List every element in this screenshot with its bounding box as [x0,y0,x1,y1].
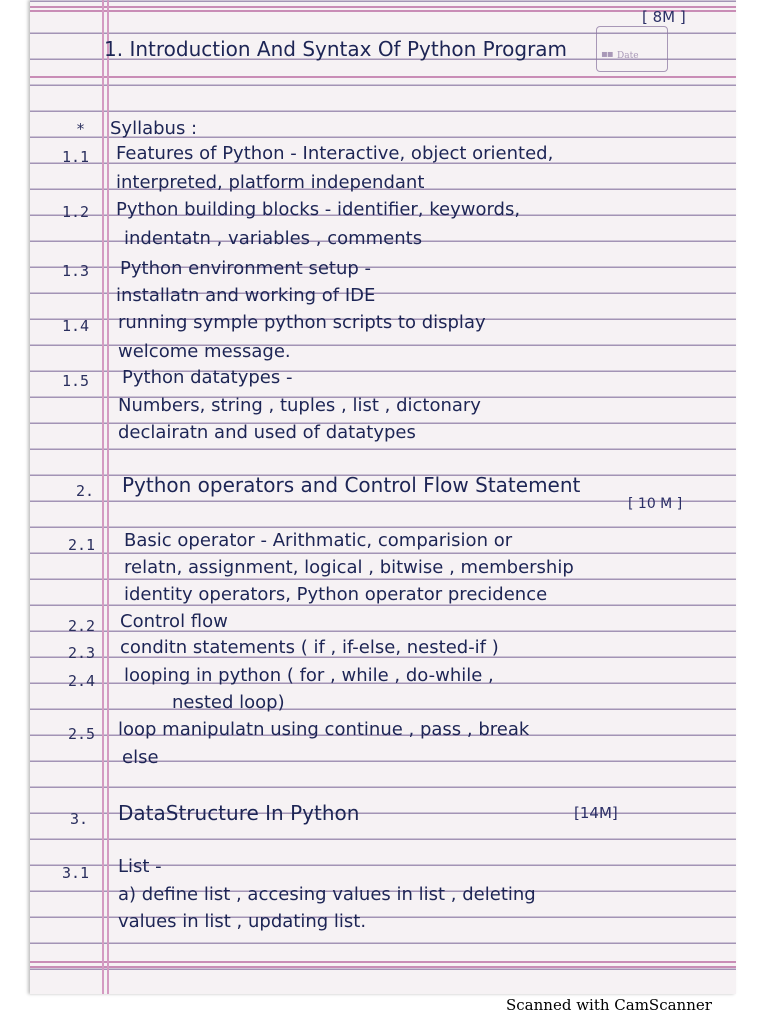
camscanner-watermark: Scanned with CamScanner [506,996,712,1014]
top-margin-line [30,6,736,8]
ruled-notebook-sheet [30,0,736,994]
syllabus-line: conditn statements ( if , if-else, nested-if ) [120,637,499,658]
section-3-heading: DataStructure In Python [118,801,360,825]
syllabus-line: relatn, assignment, logical , bitwise , membership [124,557,574,578]
syllabus-line: Basic operator - Arithmatic, comparision or [124,530,513,551]
top-margin-line-2 [30,10,736,12]
syllabus-line: Python datatypes - [122,367,293,388]
item-number: 1.3 [62,262,90,280]
bottom-margin-line [30,961,736,963]
syllabus-line: nested loop) [172,692,285,713]
bottom-margin-line-2 [30,966,736,968]
syllabus-line: List - [118,856,162,877]
item-number: 2.2 [68,617,96,635]
notebook-page-stamp [596,26,668,72]
item-number: 1.2 [62,203,90,221]
item-number: 1.4 [62,317,90,335]
syllabus-line: loop manipulatn using continue , pass , break [118,719,530,740]
item-number: 2.5 [68,725,96,743]
section-number: 2. [76,482,95,500]
item-number: 1.1 [62,148,90,166]
syllabus-line: a) define list , accesing values in list , deleting [118,884,536,905]
left-margin-line-2 [107,0,109,994]
syllabus-line: else [122,747,159,768]
syllabus-line: Control flow [120,611,228,632]
section-2-heading: Python operators and Control Flow Statement [122,473,581,497]
stamp-date-label: Date [617,51,639,61]
syllabus-line: indentatn , variables , comments [124,228,423,249]
bullet-star: * [76,120,86,138]
item-number: 2.1 [68,536,96,554]
item-number: 2.4 [68,672,96,690]
header-divider-line [30,76,736,78]
syllabus-line: interpreted, platform independant [116,172,425,193]
left-margin-line [102,0,104,994]
syllabus-line: running symple python scripts to display [118,312,486,333]
marks-8m: [ 8M ] [642,8,686,26]
stamp-dots-icon: ▪▪ [601,49,613,60]
item-number: 2.3 [68,644,96,662]
syllabus-line: Python environment setup - [120,258,372,279]
syllabus-line: installatn and working of IDE [116,285,376,306]
syllabus-line: declairatn and used of datatypes [118,422,416,443]
syllabus-label: Syllabus : [110,118,198,139]
syllabus-line: values in list , updating list. [118,911,367,932]
marks-10m: [ 10 M ] [628,496,683,512]
syllabus-line: identity operators, Python operator precidence [124,584,548,605]
chapter-1-heading: 1. Introduction And Syntax Of Python Program [104,37,568,61]
section-number: 3. [70,810,89,828]
syllabus-line: welcome message. [118,341,291,362]
syllabus-line: looping in python ( for , while , do-while , [124,665,494,686]
item-number: 3.1 [62,864,90,882]
syllabus-line: Features of Python - Interactive, object oriented, [116,143,554,164]
marks-14m: [14M] [574,804,618,822]
syllabus-line: Python building blocks - identifier, keywords, [116,199,521,220]
item-number: 1.5 [62,372,90,390]
syllabus-line: Numbers, string , tuples , list , dictonary [118,395,481,416]
